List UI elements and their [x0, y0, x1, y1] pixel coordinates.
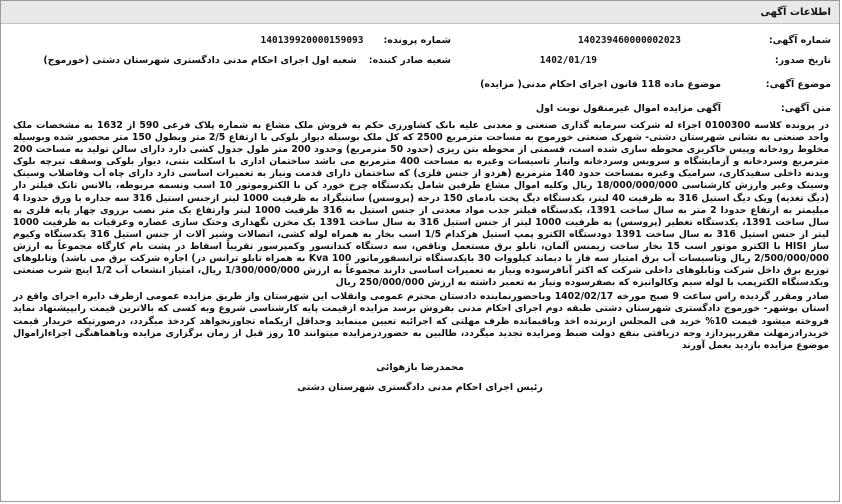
body-heading: آگهی مزایده اموال غیرمنقول نوبت اول: [535, 102, 721, 114]
signature-block: [9, 358, 831, 398]
meta-row-1: [9, 30, 831, 50]
subject-label: موضوع آگهی:: [765, 78, 831, 90]
issue-date: 1402/01/19: [539, 54, 597, 66]
issuer: شعبه اول اجرای احکام مدنی دادگستری شهرستان دشتی (خورموج): [43, 54, 357, 66]
body-label: متن آگهی:: [780, 102, 831, 114]
subject-row: [9, 74, 831, 94]
meta-row-2: [9, 50, 831, 70]
body-label-row: [9, 98, 831, 118]
panel-title: اطلاعات آگهی: [1, 1, 839, 24]
case-number-label: شماره پرونده:: [383, 34, 451, 46]
signer-name: محمدرضا بازهوائی: [376, 361, 464, 373]
subject-value: موضوع ماده 118 قانون اجرای احکام مدنی( مزایده): [480, 78, 721, 90]
case-number: 140139920000159093: [260, 34, 364, 46]
body-paragraph-1: در پرونده کلاسه 0100300 اجراء له شرکت سرمایه گذاری صنعتی و معدنی علیه بانک کشاورزی حکم به فروش ملک مشاع به شماره پلاک فرعی 590 از 1632 به مشخصات ملک واحد صنعتی به نشانی شهرستان دشتی- شهرک صنعتی خورموج به مساحت مترمربع 2500 که کل ملک بوسیله دیوار بلوکی با ارتفاع 2/5 متر وبطول 150 متر محصور شده وبوسیله مخلوط رودخانه وپیس خاکریزی محوطه سازی شده است، قسمتی از محوطه بتن ریزی (حدود 50 مترمربع) وحدود 200 متر طول جدول کشی دارد دارای سالن تولید به مساحت 200 مترمربع وسردخانه و آزمایشگاه و سرویس وسردخانه وانبار تاسیسات وغیره به مساحت 400 مترمربع می باشد ساختمان اداری با اسکلت بتنی، دیوار بلوکی وسقف تیرچه بلوک وبدنه داخلی سفیدکاری، سرامیک وغیره بمساحت حدود 140 مترمربع (هردو از جنس فلزی) که ساختمان دارای قدمت ونیاز به تعمیرات اساسی دارد دارای چاه آب وفاضلاب وسینک وسینک وغیر وارزش کارشناسی 18/000/000/000 ریال وکلیه اموال مشاع طرفین شامل یکدستگاه چرخ خورد کن با الکتروموتور 10 اسب ونسمه مربوطه، بالانس تانک فیلتر دار (دیگ تغذیه) ویک دیگ استیل 316 به ظرفیت 40 لیتر، یکدستگاه دیگ پخت بادمای 150 درجه (پروسس) سانتیگراد به ظرفیت 1000 لیتر ازجنس استیل 316 سه جداره با ورق حدودا 4 میلیمتر به ارتفاع حدودا 2 متر به سال ساخت 1391، یکدستگاه فیلتر جذب مواد معدنی از جنس استیل به 316 ظرفیت 1000 لیتر وارتفاع یک متر نصب برروی چهار پایه فلزی به سال ساخت 1391، یکدستگاه تغطیر (پروسس) به ظرفیت 1000 لیتر از جنس استیل 316 به سال ساخت 1391 یک مخزن نگهداری وحتک سازی عصاره وعرقیات به ظرفیت 1000 لیتر از جنس استیل 316 به سال ساخت 1391 دودستگاه الکترو پمپ استیل هرکدام 1/5 اسب بخار به همراه لوله کشی، اتصالات وشیر آلات از جنس استیل 316 یکدستگاه وکیوم ساز HISI با الکترو موتور اسب 15 بخار ساخت زیمنس آلمان، تابلو برق مستعمل وناقص، سه دستگاه کندانسور وکمپرسور تقریباً اسقاط در پشت بام کارگاه مجموعاً به ارزش 2/500/000/000 ریال وتاسیسات آب برق امتیاز سه فاز با دیماند کیلووات 30 بایکدستگاه ترانسفورماتور Kva 100 به همراه تابلو ترانس در) اجاره شرکت برق می باشد) وتابلوهای توزیع برق داخل شرکت وتابلوهای داخلی شرکت که اکثر آنافرسوده ونیاز به تعمیرات اساسی دارند مجموعاً به ارزش 1/300/000/000 ریال، امتیاز انشعاب آب 1/2 اینچ شرب صنعتی ویکدستگاه الکترپمب با لوله سیم وکالوانیزه که بصفرسوده ونیاز به تعمیر داشته به ارزش 250/000/000 ریال: [13, 120, 830, 289]
ad-number: 140239460000002023: [578, 34, 681, 46]
ad-content: [1, 24, 839, 398]
issuer-label: شعبه صادر کننده:: [368, 54, 451, 66]
ad-number-label: شماره آگهی:: [768, 34, 831, 46]
body-paragraph-2: صادر ومقرر گردیده راس ساعت 9 صبح مورخه 1402/02/17 وباحضورنماینده دادستان محترم عمومی وانقلاب این شهرستان واز طریق مزایده عمومی ازطرف دایره اجرای واقع در استان بوشهر- خورموج دادگستری شهرستان دشتی طبقه دوم اجرای احکام مدنی بفروش برسد مزایده ازقیمت پایه کارشناسی شروع وبه کسی که بالاترین قیمت رابپیشنهاد نماید فروخته میشود قیمت 10% خرید فی المجلس ازبرنده اخذ وباقیمانده ظرف مهلتی که اجرائیه تعیین مینماید وحداقل ازیکماه تجاوزنخواهد کردخذ میگردد، درصورتیکه خریدار قیمت خریدرادرمهلت مقرربپردازد وجه دریافتی بنفع دولت ضبط ومزایده تجدید میگردد، طالبین به حضوردرمزایده میتوانند 10 روز قبل از زمان برگزاری مزایده وباهماهنگی اجراءازاموال موضوع مزایده بازدید بعمل آورند: [13, 291, 829, 351]
issue-date-label: تاریخ صدور:: [774, 54, 831, 66]
signer-title: رئیس اجرای احکام مدنی دادگستری شهرستان دشتی: [297, 381, 543, 393]
